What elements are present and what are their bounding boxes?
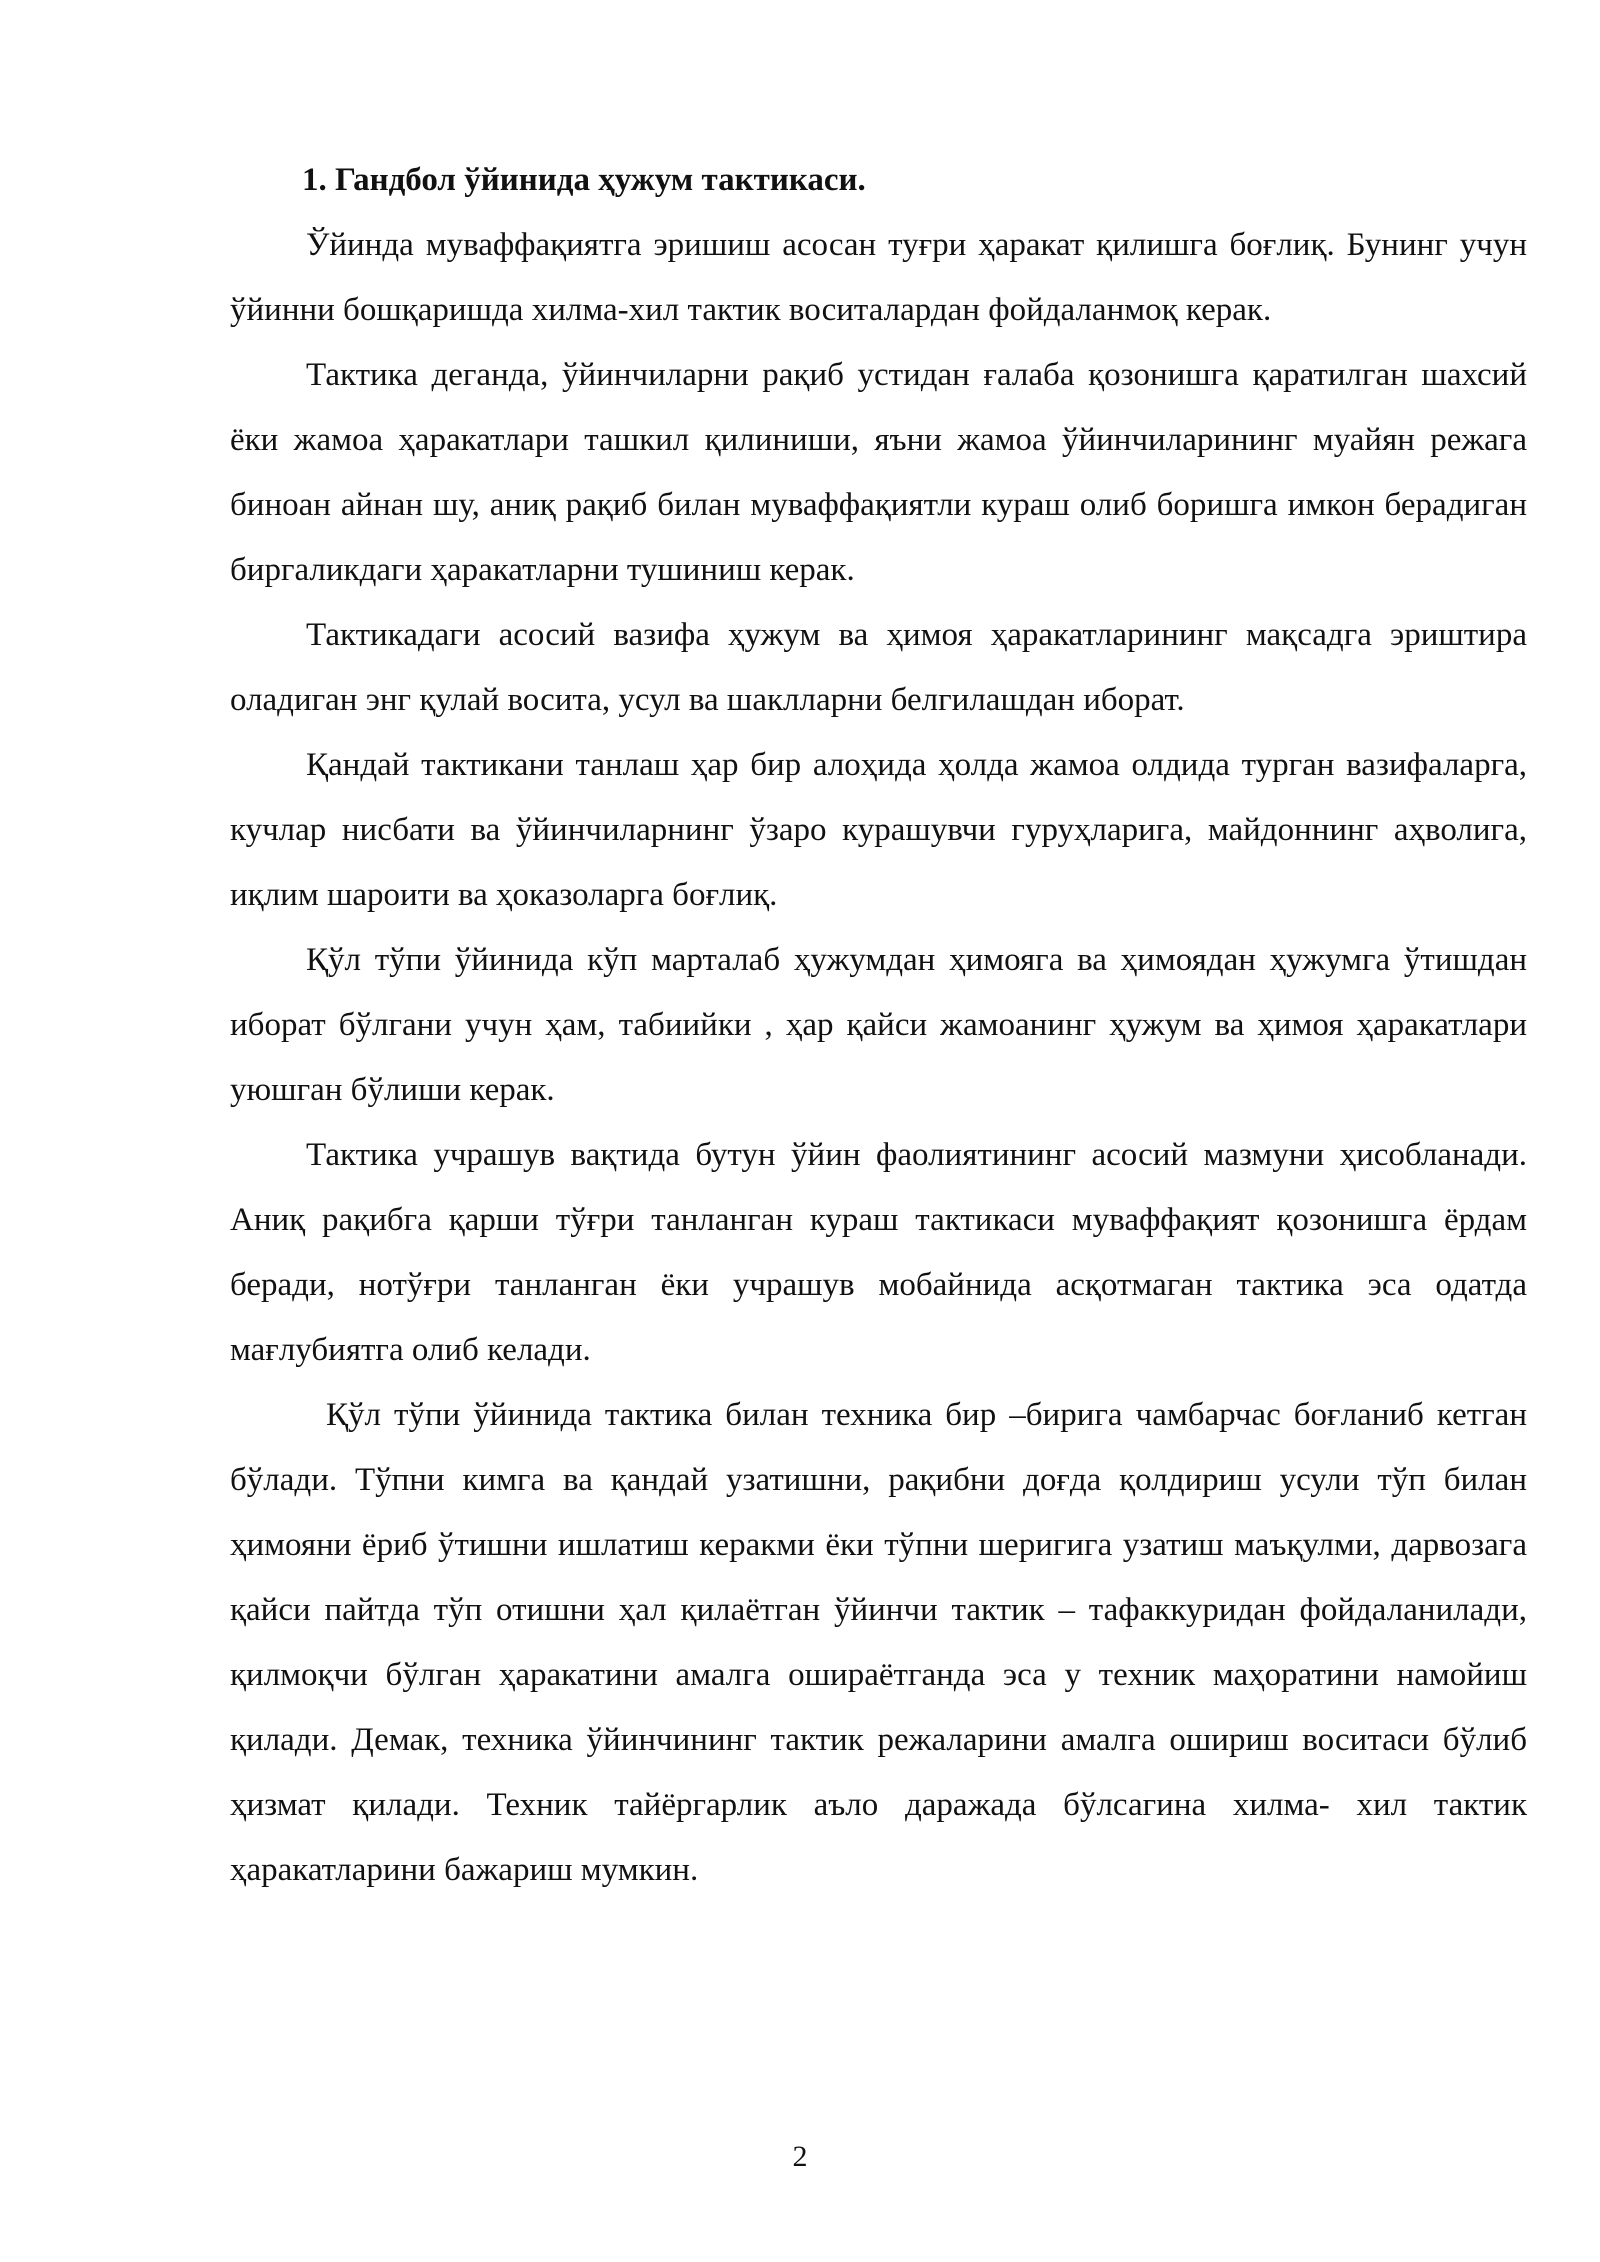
paragraph: Тактика деганда, ўйинчиларни рақиб устидан ғалаба қозонишга қаратилган шахсий ёки жамоа ҳаракатлари ташкил қилиниши, яъни жамоа ўйинчиларининг муайян режага биноан айнан шу, аниқ рақиб билан муваффақиятли кураш олиб боришга имкон берадиган биргаликдаги ҳаракатларни тушиниш керак.: [230, 357, 1527, 588]
paragraph: Қўл тўпи ўйинида тактика билан техника бир –бирига чамбарчас боғланиб кетган бўлади. Тўпни кимга ва қандай узатишни, рақибни доғда қолдириш усули тўп билан ҳимояни ёриб ўтишни ишлатиш керакми ёки тўпни шеригига узатиш маъқулми, дарвозага қайси пайтда тўп отишни ҳал қилаётган ўйинчи тактик – тафаккуридан фойдаланилади, қилмоқчи бўлган ҳаракатини амалга ошираётганда эса у техник маҳоратини намойиш қилади. Демак, техника ўйинчининг тактик режаларини амалга ошириш воситаси бўлиб ҳизмат қилади. Техник тайёргарлик аъло даражада бўлсагина хилма- хил тактик ҳаракатларини бажариш мумкин.: [230, 1397, 1527, 1888]
paragraph: Тактикадаги асосий вазифа ҳужум ва ҳимоя ҳаракатларининг мақсадга эриштира оладиган энг қулай восита, усул ва шаклларни белгилашдан иборат.: [230, 617, 1527, 718]
paragraph: Қандай тактикани танлаш ҳар бир алоҳида ҳолда жамоа олдида турган вазифаларга, кучлар нисбати ва ўйинчиларнинг ўзаро курашувчи гуруҳларига, майдоннинг аҳволига, иқлим шароити ва ҳоказоларга боғлиқ.: [230, 747, 1527, 913]
paragraph: Қўл тўпи ўйинида кўп марталаб ҳужумдан ҳимояга ва ҳимоядан ҳужумга ўтишдан иборат бўлгани учун ҳам, табиийки , ҳар қайси жамоанинг ҳужум ва ҳимоя ҳаракатлари уюшган бўлиши керак.: [230, 942, 1527, 1108]
paragraph: Тактика учрашув вақтида бутун ўйин фаолиятининг асосий мазмуни ҳисобланади. Аниқ рақибга қарши тўғри танланган кураш тактикаси муваффақият қозонишга ёрдам беради, нотўғри танланган ёки учрашув мобайнида асқотмаган тактика эса одатда мағлубиятга олиб келади.: [230, 1137, 1527, 1368]
paragraph: Ўйинда муваффақиятга эришиш асосан туғри ҳаракат қилишга боғлиқ. Бунинг учун ўйинни бошқаришда хилма-хил тактик воситалардан фойдаланмоқ керак.: [230, 227, 1527, 328]
document-body: [230, 148, 1527, 1903]
section-heading: 1. Гандбол ўйинида ҳужум тактикаси.: [302, 162, 866, 198]
page-number: 2: [792, 2140, 808, 2173]
